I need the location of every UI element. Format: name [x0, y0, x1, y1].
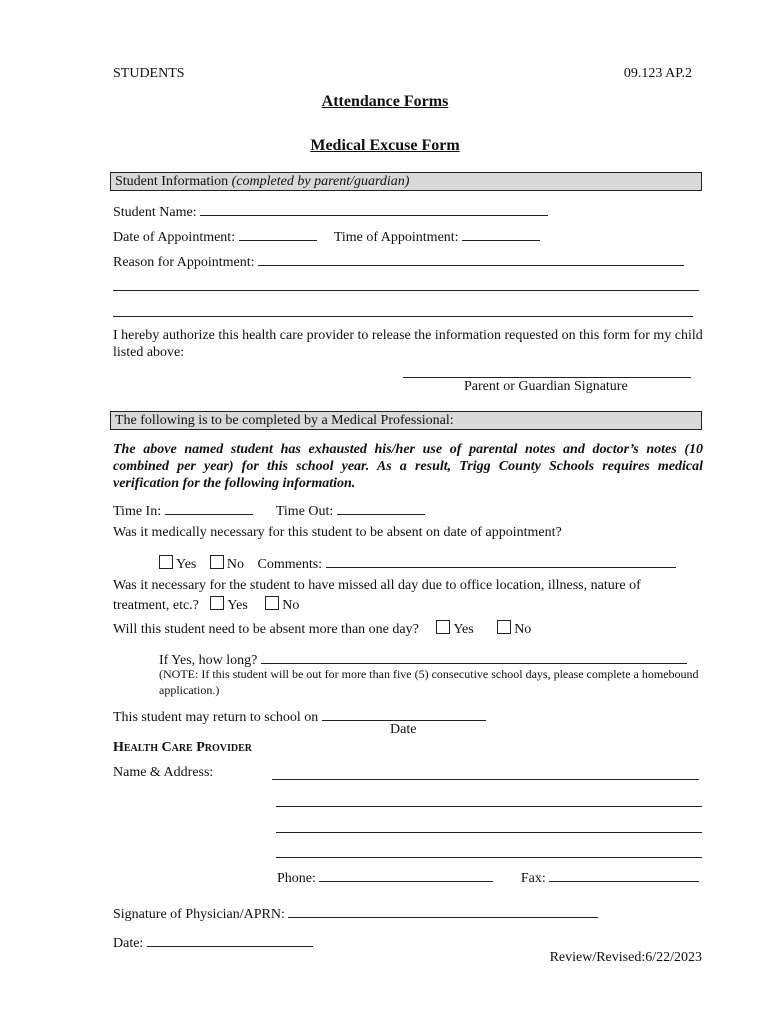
- q1-answer-row: [159, 553, 676, 573]
- how-long-label: If Yes, how long?: [159, 653, 258, 668]
- reason-line-2[interactable]: [113, 290, 699, 291]
- time-in-label: Time In:: [113, 504, 162, 519]
- form-group-title: Attendance Forms: [321, 93, 449, 110]
- q3-no-label: No: [514, 622, 532, 637]
- appointment-row: [113, 226, 540, 246]
- date-row: [113, 932, 313, 952]
- return-date-caption: Date: [390, 722, 417, 737]
- appointment-date-label: Date of Appointment:: [113, 230, 236, 245]
- q2-yes-label: Yes: [227, 598, 248, 613]
- q1-yes-checkbox[interactable]: [159, 555, 173, 569]
- q1-no-label: No: [226, 557, 244, 572]
- return-label: This student may return to school on: [113, 710, 319, 725]
- q2-yes-checkbox[interactable]: [210, 596, 224, 610]
- physician-signature-label: Signature of Physician/APRN:: [113, 907, 285, 922]
- authorization-text: I hereby authorize this health care provider to release the information requested on this form for my child listed above:: [113, 328, 703, 360]
- question-medically-necessary: Was it medically necessary for this student to be absent on date of appointment?: [113, 525, 562, 540]
- question-all-day-cont: treatment, etc.?: [113, 598, 199, 613]
- q1-yes-label: Yes: [176, 557, 197, 572]
- reason-label: Reason for Appointment:: [113, 255, 255, 270]
- how-long-field[interactable]: [261, 649, 687, 664]
- student-name-row: [113, 201, 548, 221]
- medical-professional-bar: The following is to be completed by a Medical Professional:: [110, 411, 702, 430]
- exhausted-notes-notice: The above named student has exhausted his/her use of parental notes and doctor’s notes (10 combined per year) for this school year. As a result, Trigg County Schools requires medical verification for the following information.: [113, 442, 703, 491]
- fax-label: Fax:: [520, 871, 546, 886]
- provider-heading: Health Care Provider: [113, 740, 252, 755]
- physician-signature-field[interactable]: [288, 903, 598, 918]
- comments-field[interactable]: [326, 553, 676, 568]
- q2-answer-row: [113, 596, 299, 614]
- question-all-day: Was it necessary for the student to have missed all day due to office location, illness, nature of: [113, 578, 641, 593]
- guardian-signature-label: Parent or Guardian Signature: [464, 379, 628, 394]
- q3-no-checkbox[interactable]: [497, 620, 511, 634]
- question-more-than-one-day: Will this student need to be absent more than one day?: [113, 622, 419, 637]
- reason-row: [113, 251, 684, 271]
- student-info-bar: [110, 172, 702, 191]
- section-label: STUDENTS: [113, 66, 185, 81]
- comments-label: Comments:: [257, 557, 323, 572]
- date-field[interactable]: [147, 932, 313, 947]
- q1-no-checkbox[interactable]: [210, 555, 224, 569]
- address-line-4[interactable]: [276, 857, 702, 858]
- time-out-field[interactable]: [337, 500, 425, 515]
- address-line-1[interactable]: [272, 779, 699, 780]
- guardian-signature-line[interactable]: [403, 377, 691, 378]
- physician-signature-row: [113, 903, 598, 923]
- q2-no-label: No: [282, 598, 300, 613]
- phone-label: Phone:: [277, 871, 316, 886]
- fax-field[interactable]: [549, 867, 699, 882]
- address-line-2[interactable]: [276, 806, 702, 807]
- address-line-3[interactable]: [276, 832, 702, 833]
- phone-field[interactable]: [319, 867, 493, 882]
- student-info-label: Student Information: [115, 174, 232, 189]
- time-in-field[interactable]: [165, 500, 253, 515]
- appointment-time-field[interactable]: [462, 226, 540, 241]
- q3-row: [113, 620, 531, 638]
- revision-date: Review/Revised:6/22/2023: [549, 950, 702, 965]
- return-row: [113, 706, 486, 726]
- reason-line-3[interactable]: [113, 316, 693, 317]
- time-out-label: Time Out:: [275, 504, 334, 519]
- homebound-note: (NOTE: If this student will be out for more than five (5) consecutive school days, please complete a homebound application.): [159, 667, 699, 697]
- return-date-field[interactable]: [322, 706, 486, 721]
- appointment-time-label: Time of Appointment:: [333, 230, 459, 245]
- reason-field[interactable]: [258, 251, 684, 266]
- name-address-label: Name & Address:: [113, 765, 214, 780]
- q3-yes-checkbox[interactable]: [436, 620, 450, 634]
- student-name-field[interactable]: [200, 201, 548, 216]
- student-info-note: (completed by parent/guardian): [231, 174, 410, 189]
- q2-no-checkbox[interactable]: [265, 596, 279, 610]
- time-row: [113, 500, 425, 520]
- q3-yes-label: Yes: [453, 622, 474, 637]
- form-title: Medical Excuse Form: [310, 137, 460, 154]
- policy-code: 09.123 AP.2: [623, 66, 692, 81]
- appointment-date-field[interactable]: [239, 226, 317, 241]
- phone-fax-row: [277, 867, 699, 887]
- student-name-label: Student Name:: [113, 205, 197, 220]
- date-label: Date:: [113, 936, 144, 951]
